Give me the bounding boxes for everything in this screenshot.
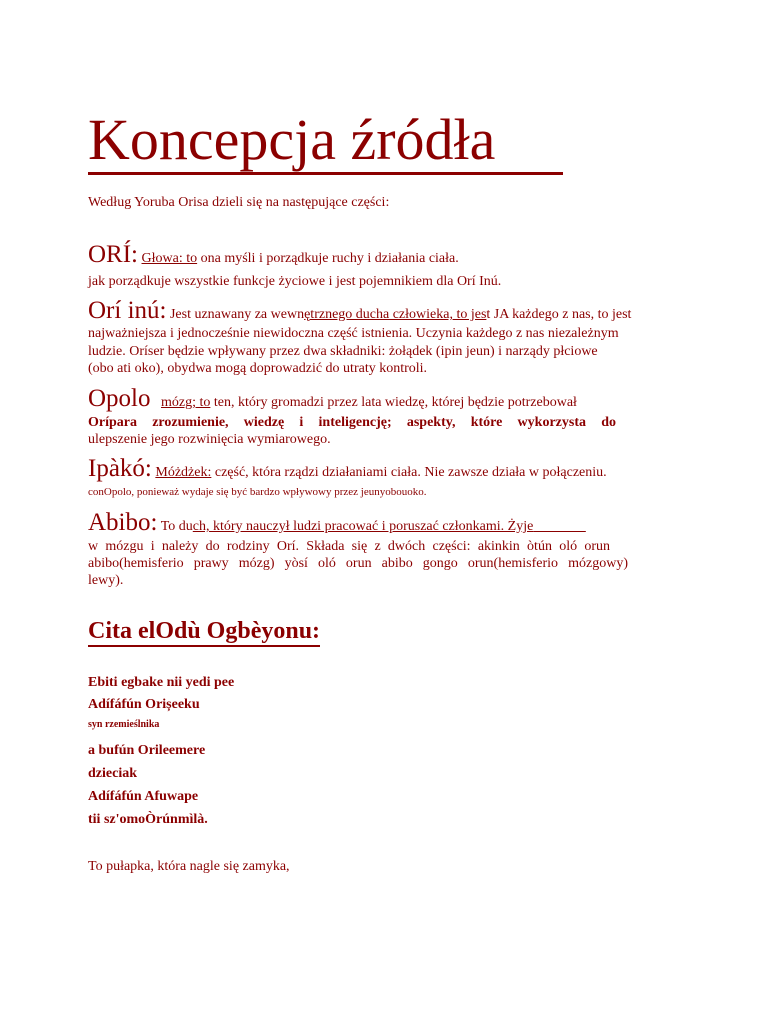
section-opolo (88, 385, 577, 412)
section-opolo-heading: Opolo (88, 385, 151, 412)
section-opolo-text: ten, który gromadzi przez lata wiedzę, której będzie potrzebował (210, 395, 577, 410)
intro-text: Według Yoruba Orisa dzieli się na następujące części: (88, 195, 390, 210)
section-ori-underlined: Głowa: to (141, 251, 198, 266)
section-ori-inu-line2: najważniejsza i jednocześnie niewidoczna część istnienia. Uczynia każdego z nas niezależnym (88, 326, 619, 341)
section-abibo-line3: abibo(hemisferio prawy mózg) yòsí oló orun abibo gongo orun(hemisferio mózgowy) (88, 556, 628, 571)
closing-text: To pułapka, która nagle się zamyka, (88, 859, 290, 874)
section-abibo-text: To du (160, 519, 193, 534)
section-ipako-text: część, która rządzi działaniami ciała. Nie zawsze działa w połączeniu. (211, 465, 607, 480)
verse-line: dzieciak (88, 766, 137, 781)
section-opolo-line2: Orípara zrozumienie, wiedzę i inteligencję; aspekty, które wykorzysta do (88, 415, 616, 430)
section-abibo-heading: Abibo: (88, 509, 158, 536)
section-ipako (88, 455, 607, 482)
section-ori-inu-text-1: Jest uznawany za wewn (169, 307, 305, 322)
verse-line: Adífáfún Afuwape (88, 789, 199, 804)
section-ori-inu-line4: (obo ati oko), obydwa mogą doprowadzić do utraty kontroli. (88, 361, 428, 376)
section-ori (88, 241, 459, 268)
cita-heading: Cita elOdù Ogbèyonu: (88, 617, 320, 647)
section-abibo-underline-tail (533, 519, 586, 534)
verse-line: a bufún Orileemere (88, 743, 206, 758)
verse-line: Ebiti egbake nii yedi pee (88, 675, 235, 690)
section-ipako-line2: conOpolo, ponieważ wydaje się być bardzo wpływowy przez jeunyobouoko. (88, 486, 427, 498)
section-ori-inu-text-2: t JA każdego z nas, to jest (486, 307, 632, 322)
section-abibo-underlined: ch, który nauczył ludzi pracować i poruszać członkami. Żyje (192, 519, 534, 534)
section-ipako-underlined: Móżdżek: (155, 465, 212, 480)
section-ipako-heading: Ipàkó: (88, 455, 152, 482)
section-ori-text: ona myśli i porządkuje ruchy i działania ciała. (197, 251, 459, 266)
section-abibo (88, 509, 586, 536)
section-ori-line2: jak porządkuje wszystkie funkcje życiowe i jest pojemnikiem dla Orí Inú. (88, 274, 502, 289)
page-title: Koncepcja źródła (88, 108, 563, 175)
section-abibo-line2: w mózgu i należy do rodziny Orí. Składa się z dwóch części: akinkin òtún oló orun (88, 539, 610, 554)
verse-line: Adífáfún Orișeeku (88, 697, 200, 712)
section-abibo-line4: lewy). (88, 573, 124, 588)
verse-line: syn rzemieślnika (88, 719, 160, 730)
section-opolo-line3: ulepszenie jego rozwinięcia wymiarowego. (88, 432, 331, 447)
section-ori-inu-underlined: ętrznego ducha człowieka, to jes (304, 307, 487, 322)
section-ori-heading: ORÍ: (88, 241, 138, 268)
section-opolo-underlined: mózg; to (161, 395, 211, 410)
section-ori-inu-heading: Orí inú: (88, 297, 167, 324)
section-ori-inu-line3: ludzie. Oríser będzie wpływany przez dwa składniki: żołądek (ipin jeun) i narządy płciowe (88, 344, 598, 359)
verse-line: tii sz'omoÒrúnmìlà. (88, 812, 208, 827)
section-ori-inu (88, 297, 632, 324)
